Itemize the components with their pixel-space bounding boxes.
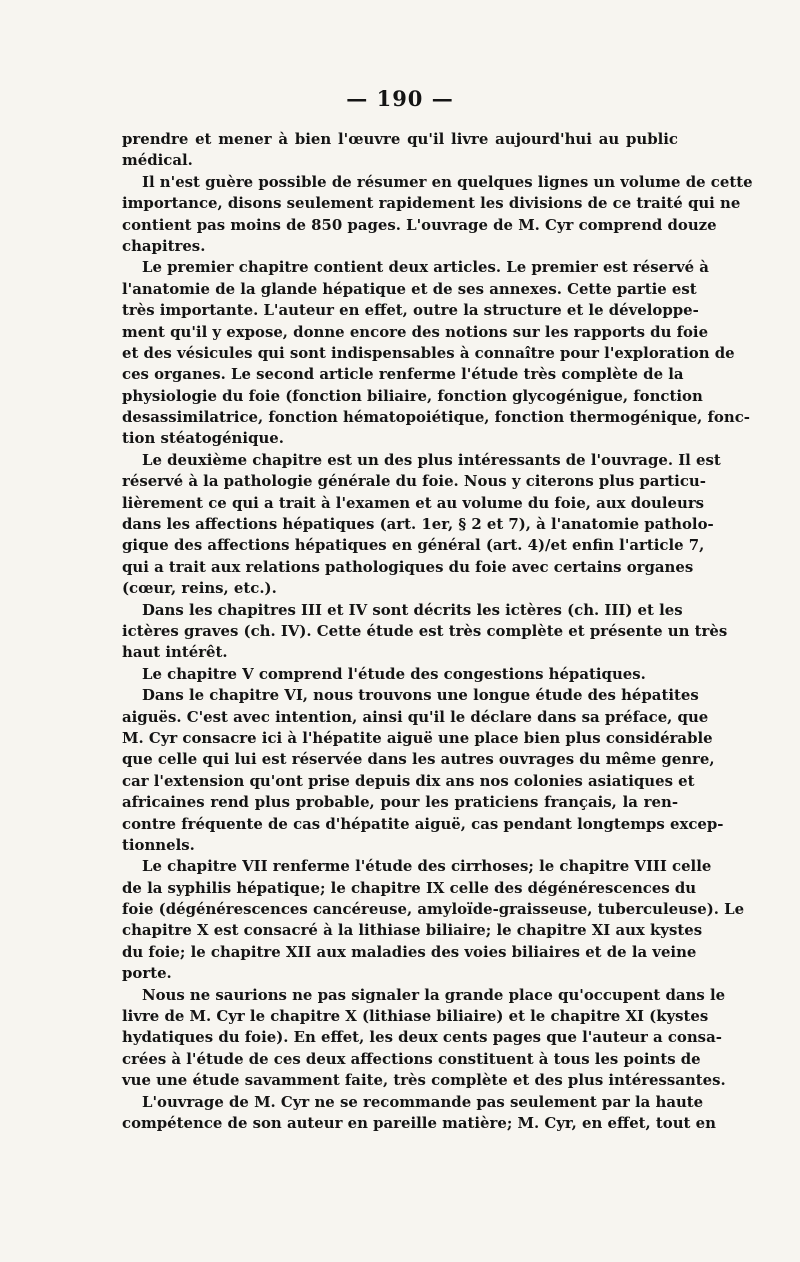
text-line: Le deuxième chapitre est un des plus intéressants de l'ouvrage. Il est [142,450,721,469]
text-line: haut intérêt. [122,643,228,662]
text-line: tionnels. [122,835,195,854]
text-line: (cœur, reins, etc.). [122,579,277,598]
paragraph [122,685,724,856]
body-text [122,129,753,1134]
paragraph [122,985,726,1092]
paragraph [122,664,678,685]
text-line: de la syphilis hépatique; le chapitre IX celle des dégénérescences du [122,878,697,897]
paragraph [122,856,745,984]
text-line: dans les affections hépatiques (art. 1er, § 2 et 7), à l'anatomie patholo- [122,515,714,534]
text-line: car l'extension qu'ont prise depuis dix ans nos colonies asiatiques et [122,771,695,790]
text-line: gique des affections hépatiques en général (art. 4)/et enfin l'article 7, [122,536,705,555]
text-line: chapitre X est consacré à la lithiase biliaire; le chapitre XI aux kystes [122,921,703,940]
text-line: aiguës. C'est avec intention, ainsi qu'il le déclare dans sa préface, que [122,707,709,726]
text-line: et des vésicules qui sont indispensables à connaître pour l'exploration de [122,343,735,362]
text-line: l'anatomie de la glande hépatique et de ses annexes. Cette partie est [122,279,697,298]
paragraph [122,450,721,600]
text-line: crées à l'étude de ces deux affections constituent à tous les points de [122,1049,701,1068]
text-line: Le premier chapitre contient deux articles. Le premier est réservé à [142,258,709,277]
text-line: porte. [122,964,172,983]
text-line: Le chapitre VII renferme l'étude des cirrhoses; le chapitre VIII celle [142,857,712,876]
text-line: foie (dégénérescences cancéreuse, amyloïde-graisseuse, tuberculeuse). Le [122,900,745,919]
text-line: Dans le chapitre VI, nous trouvons une longue étude des hépatites [142,686,699,705]
text-line: hydatiques du foie). En effet, les deux cents pages que l'auteur a consa- [122,1028,722,1047]
text-line: réservé à la pathologie générale du foie. Nous y citerons plus particu- [122,472,706,491]
text-line: physiologie du foie (fonction biliaire, fonction glycogénigue, fonction [122,386,703,405]
text-line: importance, disons seulement rapidement les divisions de ce traité qui ne [122,194,741,213]
paragraph [122,172,753,258]
text-line: desassimilatrice, fonction hématopoiétique, fonction thermogénique, fonc- [122,408,750,427]
text-line: Le chapitre V comprend l'étude des congestions hépatiques. [142,664,646,683]
paragraph [122,257,750,450]
text-line: prendre et mener à bien l'œuvre qu'il livre aujourd'hui au public [122,130,678,148]
text-line: tion stéatogénique. [122,429,284,448]
text-line: M. Cyr consacre ici à l'hépatite aiguë une place bien plus considérable [122,728,713,747]
text-line: contient pas moins de 850 pages. L'ouvrage de M. Cyr comprend douze [122,215,717,234]
text-line: ment qu'il y expose, donne encore des notions sur les rapports du foie [122,322,709,341]
text-line: ictères graves (ch. IV). Cette étude est très complète et présente un très [122,621,728,640]
text-line: vue une étude savamment faite, très complète et des plus intéressantes. [122,1071,726,1090]
text-line: compétence de son auteur en pareille matière; M. Cyr, en effet, tout en [122,1113,716,1132]
text-line: livre de M. Cyr le chapitre X (lithiase biliaire) et le chapitre XI (kystes [122,1007,709,1026]
text-line: que celle qui lui est réservée dans les autres ouvrages du même genre, [122,750,715,769]
text-line: du foie; le chapitre XII aux maladies des voies biliaires et de la veine [122,942,697,961]
text-line: très importante. L'auteur en effet, outre la structure et le développe- [122,301,699,320]
text-line: africaines rend plus probable, pour les praticiens français, la ren- [122,793,678,812]
text-line: Nous ne saurions ne pas signaler la grande place qu'occupent dans le [142,985,726,1004]
text-line: Dans les chapitres III et IV sont décrits les ictères (ch. III) et les [142,600,683,619]
text-line: qui a trait aux relations pathologiques du foie avec certains organes [122,557,694,576]
text-line: contre fréquente de cas d'hépatite aiguë, cas pendant longtemps excep- [122,814,724,833]
paragraph [122,1092,716,1135]
text-line: médical. [122,151,193,170]
text-line: chapitres. [122,236,206,255]
text-line: Il n'est guère possible de résumer en quelques lignes un volume de cette [142,172,753,191]
text-line: ces organes. Le second article renferme l'étude très complète de la [122,365,684,384]
text-line: lièrement ce qui a trait à l'examen et au volume du foie, aux douleurs [122,493,705,512]
page-number: — 190 — [346,86,454,111]
paragraph [122,600,728,664]
paragraph [122,129,678,172]
text-line: L'ouvrage de M. Cyr ne se recommande pas seulement par la haute [142,1092,704,1111]
